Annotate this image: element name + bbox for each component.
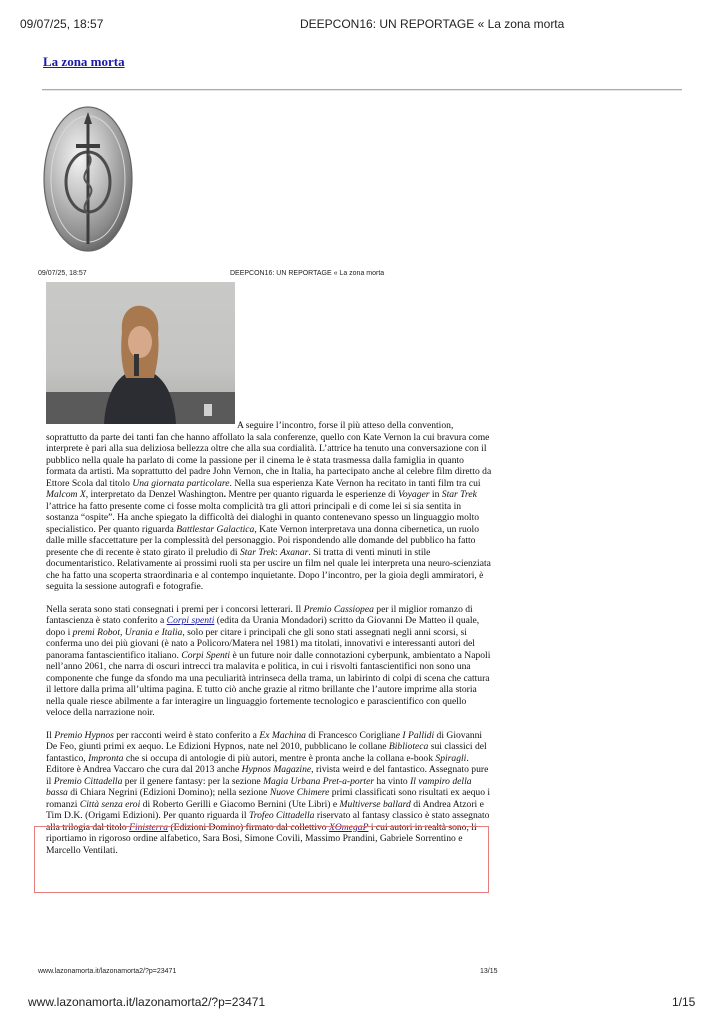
site-title-link[interactable]: La zona morta [43, 54, 125, 69]
paragraph-kate-vernon: A seguire l’incontro, forse il più atteso della convention, soprattutto da parte dei tanti fan che hanno affollato la sala conferenze, quello con Kate Vernon la cui bravura come interprete è pari alla sua deliziosa bellezza oltre che alla sua cordialità. L’attrice ha tenuto una conversazione con il pubblico nella quale ha parlato di come la passione per il cinema le è stata trasmessa dalla famiglia in quanto formata da artisti. Ma soprattutto del padre John Vernon, che in Italia, ha partecipato anche al celebre film diretto da Ettore Scola dal titolo Una giornata particolare. Nella sua esperienza Kate Vernon ha recitato in tanti film tra cui Malcom X, interpretato da Denzel Washington. Mentre per quanto riguarda le esperienze di Voyager in Star Trek l’attrice ha fatto presente come ci fosse molta complicità tra gli attori principali e di come lei si sia sentita in sostanza “ospite”. Ha anche spiegato la difficoltà dei dialoghi in quanto contenevano spesso un linguaggio molto specialistico. Per quanto riguarda Battlestar Galactica, Kate Vernon interpretava una donna cibernetica, un ruolo dalle mille sfaccettature per la complessità del personaggio. Poi rispondendo alle domande del pubblico ha fatto presente che di recente è stato girato il preludio di Star Trek: Axanar. Si tratta di venti minuti in stile documentaristico. Relativamente ai prossimi ruoli sta per uscire un film nel quale lei interpreta una neuro-scienziata che ha fatto una scoperta straordinaria e al contempo inquietante. Dopo l’incontro, per la gioia degli ammiratori, è seguita la sessione autografi e fotografie. [46, 420, 492, 592]
link-finisterra[interactable]: Finisterra [129, 821, 169, 833]
paragraph-premio-hypnos: Il Premio Hypnos per racconti weird è stato conferito a Ex Machina di Francesco Corigliane I Pallidi di Giovanni De Feo, giunti primi ex aequo. Le Edizioni Hypnos, nate nel 2010, pubblicano le collane Biblioteca sui classici del fantastico, Impronta che si occupa di antologie di più autori, mentre è pronta anche la collana e-book Spiragli. Editore è Andrea Vaccaro che cura dal 2013 anche Hypnos Magazine, rivista weird e del fantastico. Assegnato pure il Premio Cittadella per il genere fantasy: per la sezione Magia Urbana Pret-a-porter ha vinto Il vampiro della bassa di Chiara Negrini (Edizioni Domino); nella sezione Nuove Chimere primi classificati sono risultati ex aequo i romanzi Città senza eroi di Roberto Gerilli e Giacomo Bernini (Ute Libri) e Multiverse ballard di Andrea Atzori e Tim D.K. (Origami Edizioni). Per quanto riguarda il Trofeo Cittadella riservato al fantasy classico è stato assegnato alla trilogia dal titolo Finisterra (Edizioni Domino) firmato dal collettivo XOmegaP i cui autori in realtà sono, li riportiamo in rigoroso ordine alfabetico, Sara Bosi, Simone Covili, Massimo Prandini, Gabriele Sorrentino e Marcello Ventilati. [46, 729, 491, 856]
inner-page-number: 13/15 [480, 968, 498, 975]
inner-print-title: DEEPCON16: UN REPORTAGE « La zona morta [230, 270, 385, 277]
speaker-photo [46, 282, 235, 424]
print-title: DEEPCON16: UN REPORTAGE « La zona morta [300, 17, 565, 31]
link-xomegap[interactable]: XOmegaP [329, 821, 369, 833]
header-divider [42, 89, 682, 91]
inner-print-date: 09/07/25, 18:57 [38, 270, 87, 277]
print-url: www.lazonamorta.it/lazonamorta2/?p=23471 [28, 995, 266, 1009]
article-body [46, 420, 492, 867]
print-page-number: 1/15 [672, 995, 696, 1009]
paragraph-premio-cassiopea: Nella serata sono stati consegnati i premi per i concorsi letterari. Il Premio Cassiopea per il miglior romanzo di fantascienza è stato conferito a Corpi spenti (edita da Urania Mondadori) scritto da Giovanni De Matteo il quale, dopo i premi Robot, Urania e Italia, solo per citare i principali che gli sono stati assegnati negli anni scorsi, si conferma uno dei più giovani (è nato a Policoro/Matera nel 1981) ma titolati, innovativi e interessanti autori del panorama fantascientifico italiano. Corpi Spenti è un future noir dalle connotazioni cyberpunk, ambientato a Napoli nell’anno 2061, che narra di oscuri intrecci tra malavita e politica, in cui i risvolti fantascientifici non sono una componente che funge da sfondo ma una peculiarità intrinseca della trama, un labirinto di colpi di scena che cattura il lettore dalla prima all’ultima pagina. E tutto ciò anche grazie al ritmo brillante che l’autore imprime alla storia nella quale riesce abilmente a far interagire un linguaggio fortemente tecnologico e parascientifico con quello veloce della narrazione noir. [46, 603, 491, 718]
inner-print-url: www.lazonamorta.it/lazonamorta2/?p=23471 [38, 968, 177, 975]
link-corpi-spenti[interactable]: Corpi spenti [166, 615, 215, 626]
print-date: 09/07/25, 18:57 [20, 17, 104, 31]
site-logo [42, 104, 134, 254]
highlight-box [34, 826, 489, 893]
